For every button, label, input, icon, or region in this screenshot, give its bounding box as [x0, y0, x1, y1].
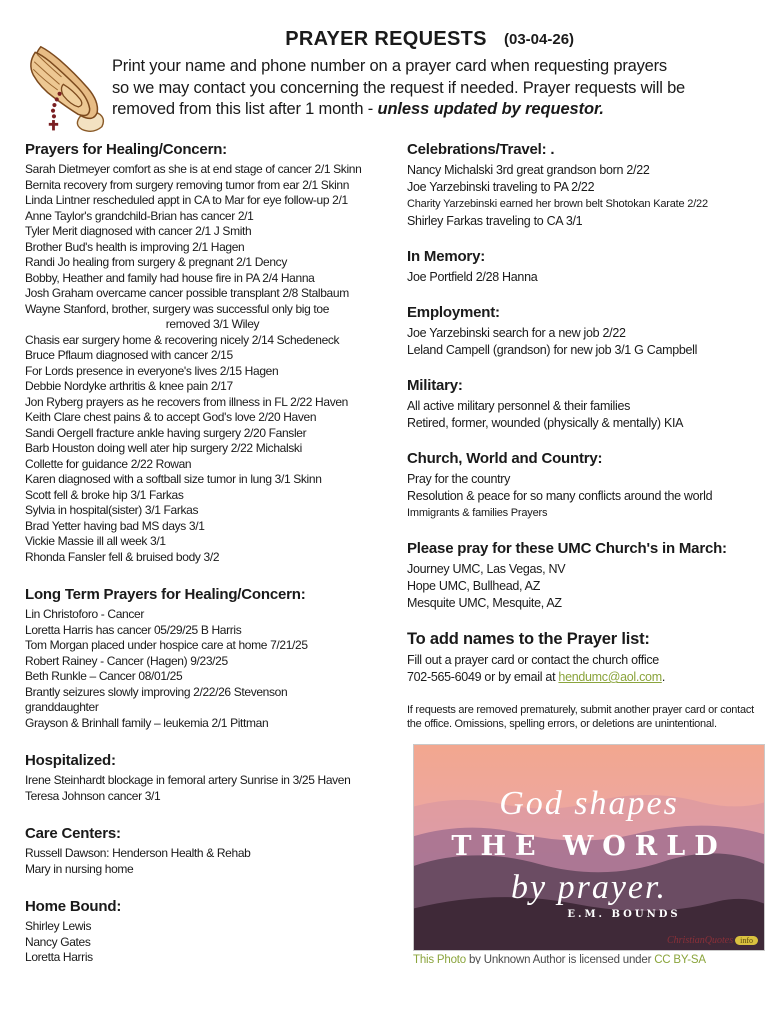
prayer-item: Keith Clare chest pains & to accept God's love 2/20 Haven	[25, 410, 317, 424]
praying-hands-icon	[22, 42, 116, 138]
prayer-list	[25, 846, 400, 877]
prayer-item: Sylvia in hospital(sister) 3/1 Farkas	[25, 503, 199, 517]
section-employment	[407, 303, 769, 359]
prayer-item: Hope UMC, Bullhead, AZ	[407, 579, 541, 593]
caption-part[interactable]: by Unknown Author is licensed under	[465, 954, 655, 964]
prayer-item: Lin Christoforo - Cancer	[25, 607, 144, 621]
prayer-item: Resolution & peace for so many conflicts around the world	[407, 489, 713, 503]
prayer-item: Wayne Stanford, brother, surgery was successful only big toe	[25, 301, 330, 316]
section-add-names	[407, 629, 769, 686]
prayer-item: Scott fell & broke hip 3/1 Farkas	[25, 487, 184, 502]
intro-line: Print your name and phone number on a prayer card when requesting prayers	[112, 57, 667, 75]
section-in-memory	[407, 247, 769, 286]
contact-line2: 702-565-6049 or by email at hendumc@aol.com.	[407, 670, 665, 684]
prayer-item: Beth Runkle – Cancer 08/01/25	[25, 669, 183, 683]
prayer-list	[25, 919, 400, 966]
prayer-item: Brantly seizures slowly improving 2/22/26 Stevenson	[25, 684, 288, 699]
prayer-item: Nancy Michalski 3rd great grandson born 2/22	[407, 163, 650, 177]
prayer-list	[407, 398, 769, 432]
prayer-item: Linda Lintner rescheduled appt in CA to Mar for eye follow-up 2/1	[25, 193, 348, 207]
prayer-item: removed 3/1 Wiley	[165, 317, 260, 331]
prayer-item: Immigrants & families Prayers	[407, 507, 548, 519]
disclaimer-note: If requests are removed prematurely, submit another prayer card or contact the office. Omissions, spelling errors, or deletions are unintentional.	[407, 704, 754, 730]
section-title: Please pray for these UMC Church's in March:	[407, 540, 727, 557]
section-umc-churches	[407, 539, 769, 612]
prayer-item: Robert Rainey - Cancer (Hagen) 9/23/25	[25, 653, 228, 668]
section-title: Church, World and Country:	[407, 450, 603, 467]
prayer-list	[407, 471, 769, 522]
prayer-list	[407, 162, 769, 230]
prayer-item: Jon Ryberg prayers as he recovers from illness in FL 2/22 Haven	[25, 394, 348, 409]
quote-line3: by prayer.	[511, 869, 667, 906]
prayer-item: Bernita recovery from surgery removing tumor from ear 2/1 Skinn	[25, 177, 350, 192]
prayer-item: Brother Bud's health is improving 2/1 Hagen	[25, 239, 245, 254]
prayer-item: Shirley Lewis	[25, 919, 92, 933]
prayer-item: granddaughter	[25, 700, 99, 714]
left-column	[25, 140, 400, 986]
prayer-list	[25, 773, 400, 804]
caption-part[interactable]: This Photo	[413, 954, 466, 964]
section-hospitalized	[25, 751, 400, 804]
prayer-item: Journey UMC, Las Vegas, NV	[407, 562, 566, 576]
intro-emphasis: unless updated by requestor.	[377, 100, 604, 118]
caption-part[interactable]: CC BY-SA	[654, 954, 706, 964]
email-link[interactable]: hendumc@aol.com	[558, 670, 662, 684]
quote-line1: God shapes	[499, 785, 679, 822]
prayer-item: Chasis ear surgery home & recovering nicely 2/14 Schedeneck	[25, 332, 340, 347]
prayer-item: Pray for the country	[407, 472, 511, 486]
prayer-item: Rhonda Fansler fell & bruised body 3/2	[25, 549, 220, 564]
prayer-item: Joe Yarzebinski search for a new job 2/22	[407, 326, 626, 340]
section-title: Prayers for Healing/Concern:	[25, 141, 227, 158]
prayer-item: Russell Dawson: Henderson Health & Rehab	[25, 846, 251, 860]
prayer-item: Charity Yarzebinski earned her brown belt Shotokan Karate 2/22	[407, 198, 708, 210]
prayer-item: Brad Yetter having bad MS days 3/1	[25, 518, 205, 533]
page-date: (03-04-26)	[504, 31, 575, 48]
prayer-item: Vickie Massie ill all week 3/1	[25, 534, 166, 548]
prayer-item: Sarah Dietmeyer comfort as she is at end stage of cancer 2/1 Skinn	[25, 162, 362, 176]
section-title: Long Term Prayers for Healing/Concern:	[25, 586, 306, 603]
page-title: PRAYER REQUESTS	[285, 28, 487, 50]
prayer-item: Loretta Harris	[25, 950, 93, 964]
section-title: Home Bound:	[25, 898, 122, 915]
intro-paragraph	[112, 56, 767, 121]
prayer-item: Collette for guidance 2/22 Rowan	[25, 456, 192, 471]
prayer-item: For Lords presence in everyone's lives 2/15 Hagen	[25, 363, 279, 378]
prayer-item: Shirley Farkas traveling to CA 3/1	[407, 214, 583, 228]
prayer-item: Grayson & Brinhall family – leukemia 2/1 Pittman	[25, 715, 269, 730]
prayer-item: Joe Yarzebinski traveling to PA 2/22	[407, 180, 595, 194]
contact-line1: Fill out a prayer card or contact the church office	[407, 653, 659, 667]
section-title: Military:	[407, 377, 463, 394]
section-celebrations-travel	[407, 140, 769, 230]
prayer-item: Tyler Merit diagnosed with cancer 2/1 J Smith	[25, 224, 252, 238]
prayer-item: Loretta Harris has cancer 05/29/25 B Harris	[25, 622, 242, 637]
prayer-item: Bruce Pflaum diagnosed with cancer 2/15	[25, 348, 233, 362]
prayer-item: Nancy Gates	[25, 934, 91, 949]
section-title: Celebrations/Travel: .	[407, 141, 555, 158]
prayer-item: Karen diagnosed with a softball size tumor in lung 3/1 Skinn	[25, 472, 322, 486]
prayer-item: Mesquite UMC, Mesquite, AZ	[407, 596, 562, 610]
section-title: To add names to the Prayer list:	[407, 630, 650, 648]
prayer-item: Bobby, Heather and family had house fire in PA 2/4 Hanna	[25, 270, 315, 285]
section-military	[407, 376, 769, 432]
section-title: In Memory:	[407, 248, 486, 265]
section-title: Employment:	[407, 304, 500, 321]
prayer-item: Teresa Johnson cancer 3/1	[25, 788, 161, 803]
prayer-item: Barb Houston doing well ater hip surgery 2/22 Michalski	[25, 441, 302, 455]
prayer-item: Joe Portfield 2/28 Hanna	[407, 270, 538, 284]
quote-attribution: E.M. BOUNDS	[567, 909, 681, 920]
right-column	[407, 140, 769, 964]
prayer-list	[407, 561, 769, 612]
prayer-list	[25, 162, 400, 565]
prayer-list	[25, 607, 400, 731]
section-title: Care Centers:	[25, 825, 121, 842]
prayer-item: All active military personnel & their families	[407, 399, 631, 413]
prayer-item: Tom Morgan placed under hospice care at home 7/21/25	[25, 638, 308, 652]
watermark-badge: info	[735, 936, 758, 945]
prayer-item: Leland Campell (grandson) for new job 3/1 G Campbell	[407, 343, 698, 357]
section-home-bound	[25, 897, 400, 966]
prayer-item: Mary in nursing home	[25, 861, 134, 876]
prayer-item: Irene Steinhardt blockage in femoral artery Sunrise in 3/25 Haven	[25, 773, 351, 787]
intro-line: removed from this list after 1 month - unless updated by requestor.	[112, 100, 604, 118]
prayer-item: Debbie Nordyke arthritis & knee pain 2/17	[25, 379, 233, 393]
section-prayers-healing	[25, 140, 400, 565]
prayer-item: Sandi Oergell fracture ankle having surgery 2/20 Fansler	[25, 425, 307, 440]
prayer-item: Josh Graham overcame cancer possible transplant 2/8 Stalbaum	[25, 286, 349, 300]
prayer-list	[407, 269, 769, 286]
prayer-item: Anne Taylor's grandchild-Brian has cancer 2/1	[25, 208, 254, 223]
watermark: ChristianQuotes info	[667, 935, 758, 946]
quote-line2: THE WORLD	[451, 831, 727, 862]
section-church-world-country	[407, 449, 769, 522]
quote-image	[413, 744, 765, 951]
photo-caption	[413, 954, 769, 964]
intro-line: so we may contact you concerning the request if needed. Prayer requests will be	[112, 78, 686, 97]
section-title: Hospitalized:	[25, 752, 116, 769]
prayer-item: Retired, former, wounded (physically & mentally) KIA	[407, 416, 684, 430]
prayer-item: Randi Jo healing from surgery & pregnant 2/1 Dency	[25, 255, 287, 269]
section-long-term	[25, 585, 400, 731]
prayer-list	[407, 325, 769, 359]
section-care-centers	[25, 824, 400, 877]
